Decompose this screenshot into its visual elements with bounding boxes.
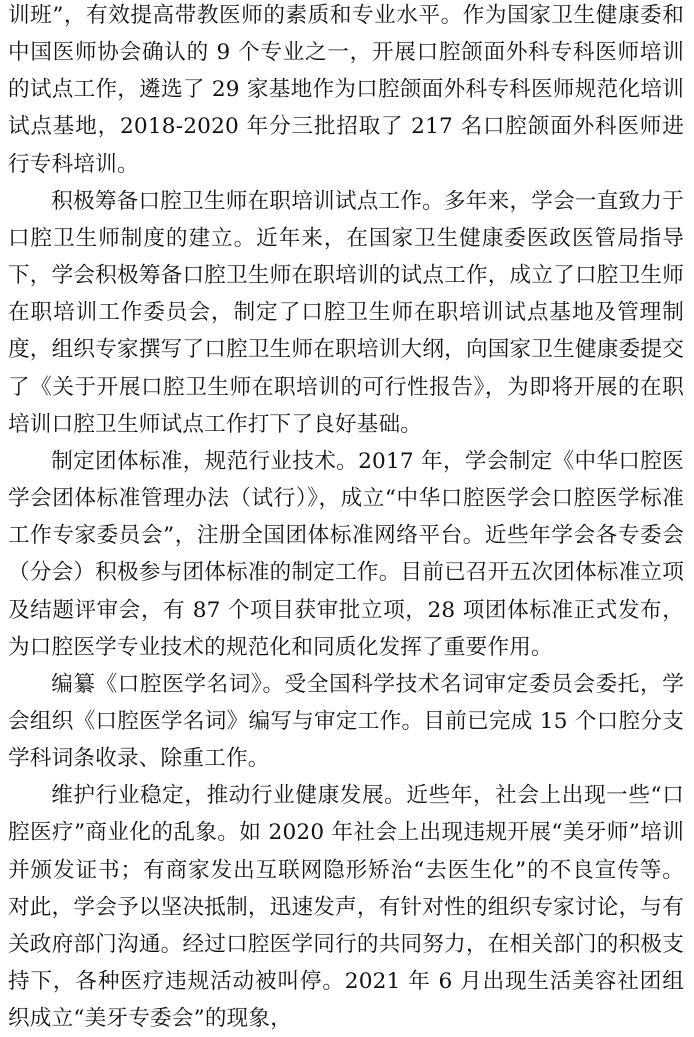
paragraph-industry-stability: 维护行业稳定，推动行业健康发展。近些年，社会上出现一些“口腔医疗”商业化的乱象。如 2020 年社会上出现违规开展“美牙师”培训并颁发证书；有商家发出互联网隐形矫治“去医生化”的不良宣传等。对此，学会予以坚决抵制，迅速发声，有针对性的组织专家讨论，与有关政府部门沟通。经过口腔医学同行的共同努力，在相关部门的积极支持下，各种医疗违规活动被叫停。2021 年 6 月出现生活美容社团组织成立“美牙专委会”的现象， [8,783,684,1032]
paragraph-group-standards: 制定团体标准，规范行业技术。2017 年，学会制定《中华口腔医学会团体标准管理办法（试行）》，成立“中华口腔医学会口腔医学标准工作专家委员会”，注册全国团体标准网络平台。近些年学会各专委会（分会）积极参与团体标准的制定工作。目前已召开五次团体标准立项及结题评审会，有 87 个项目获审批立项，28 项团体标准正式发布，为口腔医学专业技术的规范化和同质化发挥了重要作用。 [8,448,684,660]
paragraph-terminology: 编纂《口腔医学名词》。受全国科学技术名词审定委员会委托，学会组织《口腔医学名词》编写与审定工作。目前已完成 15 个口腔分支学科词条收录、除重工作。 [8,671,684,772]
paragraph-dental-hygienist-training: 积极筹备口腔卫生师在职培训试点工作。多年来，学会一直致力于口腔卫生师制度的建立。近年来，在国家卫生健康委医政医管局指导下，学会积极筹备口腔卫生师在职培训的试点工作，成立了口腔卫生师在职培训工作委员会，制定了口腔卫生师在职培训试点基地及管理制度，组织专家撰写了口腔卫生师在职培训大纲，向国家卫生健康委提交了《关于开展口腔卫生师在职培训的可行性报告》，为即将开展的在职培训口腔卫生师试点工作打下了良好基础。 [8,188,684,437]
paragraph-continuation: 训班”，有效提高带教医师的素质和专业水平。作为国家卫生健康委和中国医师协会确认的 9 个专业之一，开展口腔颌面外科专科医师培训的试点工作，遴选了 29 家基地作为口腔颌面外科专科医师规范化培训试点基地，2018-2020 年分三批招取了 217 名口腔颌面外科医师进行专科培训。 [8,3,684,177]
